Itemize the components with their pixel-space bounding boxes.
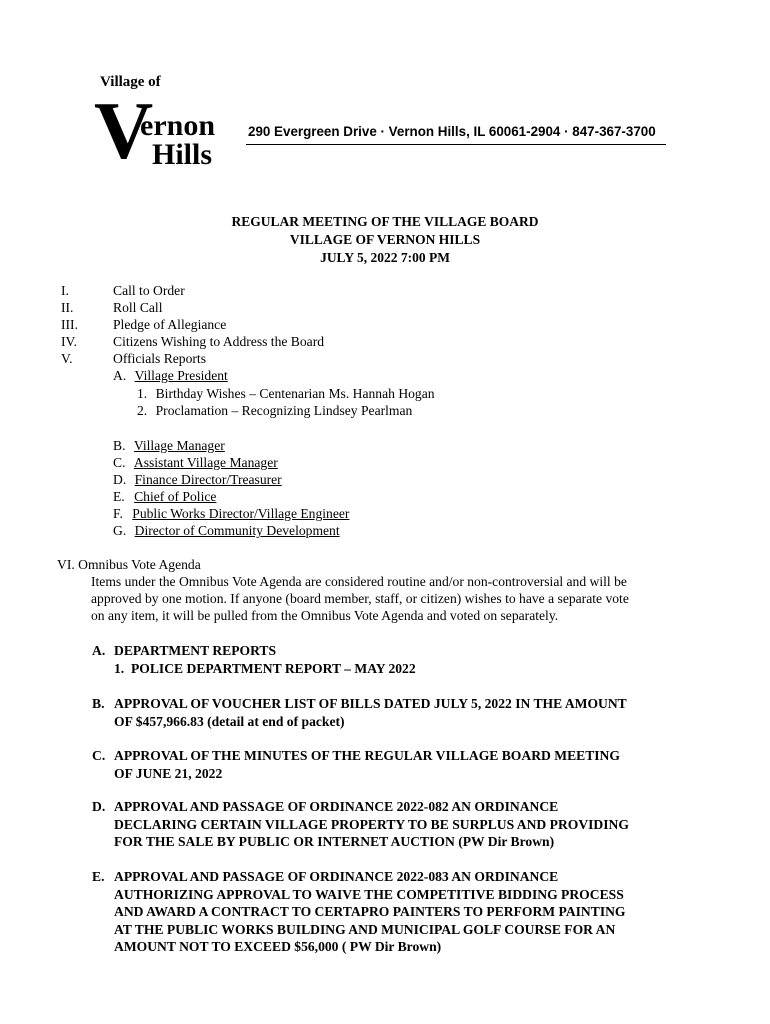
- item-sub-line: 1. POLICE DEPARTMENT REPORT – MAY 2022: [114, 660, 416, 676]
- agenda-item-label: Citizens Wishing to Address the Board: [113, 334, 325, 349]
- agenda-item-number: I.: [61, 283, 69, 298]
- item-line: DECLARING CERTAIN VILLAGE PROPERTY TO BE SURPLUS AND PROVIDING: [114, 816, 629, 832]
- president-sub-item: [137, 385, 435, 402]
- omnibus-desc-line: approved by one motion. If anyone (board member, staff, or citizen) wishes to have a separate vote: [91, 591, 629, 606]
- item-line: APPROVAL AND PASSAGE OF ORDINANCE 2022-083 AN ORDINANCE: [114, 869, 559, 884]
- sub-item-number: 1.: [137, 386, 148, 401]
- official-report: [113, 488, 216, 505]
- official-letter: C.: [113, 455, 126, 470]
- official-link-community-development[interactable]: Director of Community Development: [134, 523, 340, 538]
- item-letter: C.: [92, 748, 106, 763]
- item-letter: A.: [92, 643, 106, 658]
- omnibus-item-b: [92, 695, 682, 730]
- official-link-chief-of-police[interactable]: Chief of Police: [134, 489, 217, 504]
- sub-item-label: Birthday Wishes – Centenarian Ms. Hannah Hogan: [155, 386, 435, 401]
- meeting-title: [0, 213, 770, 267]
- village-logo: [92, 70, 252, 190]
- omnibus-section: [57, 556, 757, 624]
- official-letter: G.: [113, 523, 127, 538]
- agenda-item-label: Call to Order: [113, 283, 185, 298]
- official-letter: A.: [113, 368, 127, 383]
- official-link-public-works[interactable]: Public Works Director/Village Engineer: [132, 506, 350, 521]
- logo-word-hills: Hills: [152, 138, 213, 171]
- item-line: AT THE PUBLIC WORKS BUILDING AND MUNICIPAL GOLF COURSE FOR AN: [114, 921, 616, 937]
- omnibus-item-e: [92, 868, 682, 956]
- letterhead-rule: [246, 144, 666, 145]
- official-report: [113, 454, 278, 471]
- item-line: APPROVAL OF VOUCHER LIST OF BILLS DATED JULY 5, 2022 IN THE AMOUNT: [114, 696, 627, 711]
- letterhead: [0, 0, 770, 200]
- official-link-finance-director[interactable]: Finance Director/Treasurer: [134, 472, 282, 487]
- sub-item-label: Proclamation – Recognizing Lindsey Pearlman: [155, 403, 413, 418]
- item-line: APPROVAL AND PASSAGE OF ORDINANCE 2022-082 AN ORDINANCE: [114, 799, 559, 814]
- official-report: [113, 437, 225, 454]
- president-sub-item: [137, 402, 412, 419]
- official-report: [113, 471, 282, 488]
- official-link-village-president[interactable]: Village President: [134, 368, 228, 383]
- official-letter: D.: [113, 472, 127, 487]
- omnibus-desc-line: on any item, it will be pulled from the Omnibus Vote Agenda and voted on separately.: [91, 608, 559, 623]
- item-line: APPROVAL OF THE MINUTES OF THE REGULAR VILLAGE BOARD MEETING: [114, 748, 620, 763]
- title-line-3: JULY 5, 2022 7:00 PM: [320, 250, 450, 265]
- item-line: AMOUNT NOT TO EXCEED $56,000 ( PW Dir Brown): [114, 939, 442, 954]
- item-letter: E.: [92, 869, 105, 884]
- title-line-1: REGULAR MEETING OF THE VILLAGE BOARD: [231, 214, 539, 229]
- official-report: [113, 505, 349, 522]
- agenda-item-number: V.: [61, 351, 73, 366]
- title-line-2: VILLAGE OF VERNON HILLS: [289, 232, 481, 247]
- omnibus-desc-line: Items under the Omnibus Vote Agenda are considered routine and/or non-controversial and will be: [91, 574, 627, 589]
- logo-word-ernon: ernon: [140, 109, 215, 142]
- omnibus-item-c: [92, 747, 682, 782]
- item-letter: B.: [92, 696, 105, 711]
- agenda-item-label: Roll Call: [113, 300, 163, 315]
- official-letter: F.: [113, 506, 123, 521]
- official-report: [113, 367, 228, 384]
- item-line: AUTHORIZING APPROVAL TO WAIVE THE COMPETITIVE BIDDING PROCESS: [114, 886, 624, 902]
- official-letter: B.: [113, 438, 126, 453]
- item-line: OF $457,966.83 (detail at end of packet): [114, 713, 345, 729]
- official-link-village-manager[interactable]: Village Manager: [133, 438, 225, 453]
- agenda-item-number: II.: [61, 300, 74, 315]
- item-letter: D.: [92, 799, 106, 814]
- logo-prefix: Village of: [100, 74, 161, 90]
- sub-item-number: 2.: [137, 403, 148, 418]
- item-line: OF JUNE 21, 2022: [114, 765, 223, 781]
- omnibus-description: [91, 573, 691, 624]
- logo-letter-v: V: [94, 85, 154, 176]
- omnibus-item-d: [92, 798, 682, 851]
- agenda-item-label: Officials Reports: [113, 351, 206, 366]
- agenda-item-label: Pledge of Allegiance: [113, 317, 227, 332]
- agenda-item-number: IV.: [61, 334, 77, 349]
- item-line: DEPARTMENT REPORTS: [114, 643, 277, 658]
- omnibus-heading: VI. Omnibus Vote Agenda: [57, 557, 201, 572]
- official-letter: E.: [113, 489, 125, 504]
- official-report: [113, 522, 340, 539]
- letterhead-address: 290 Evergreen Drive · Vernon Hills, IL 60061-2904 · 847-367-3700: [248, 124, 656, 139]
- official-link-assistant-manager[interactable]: Assistant Village Manager: [133, 455, 278, 470]
- item-line: AND AWARD A CONTRACT TO CERTAPRO PAINTERS TO PERFORM PAINTING: [114, 904, 626, 919]
- agenda-item-number: III.: [61, 317, 78, 332]
- item-line: FOR THE SALE BY PUBLIC OR INTERNET AUCTION (PW Dir Brown): [114, 834, 555, 849]
- omnibus-item-a: [92, 642, 682, 677]
